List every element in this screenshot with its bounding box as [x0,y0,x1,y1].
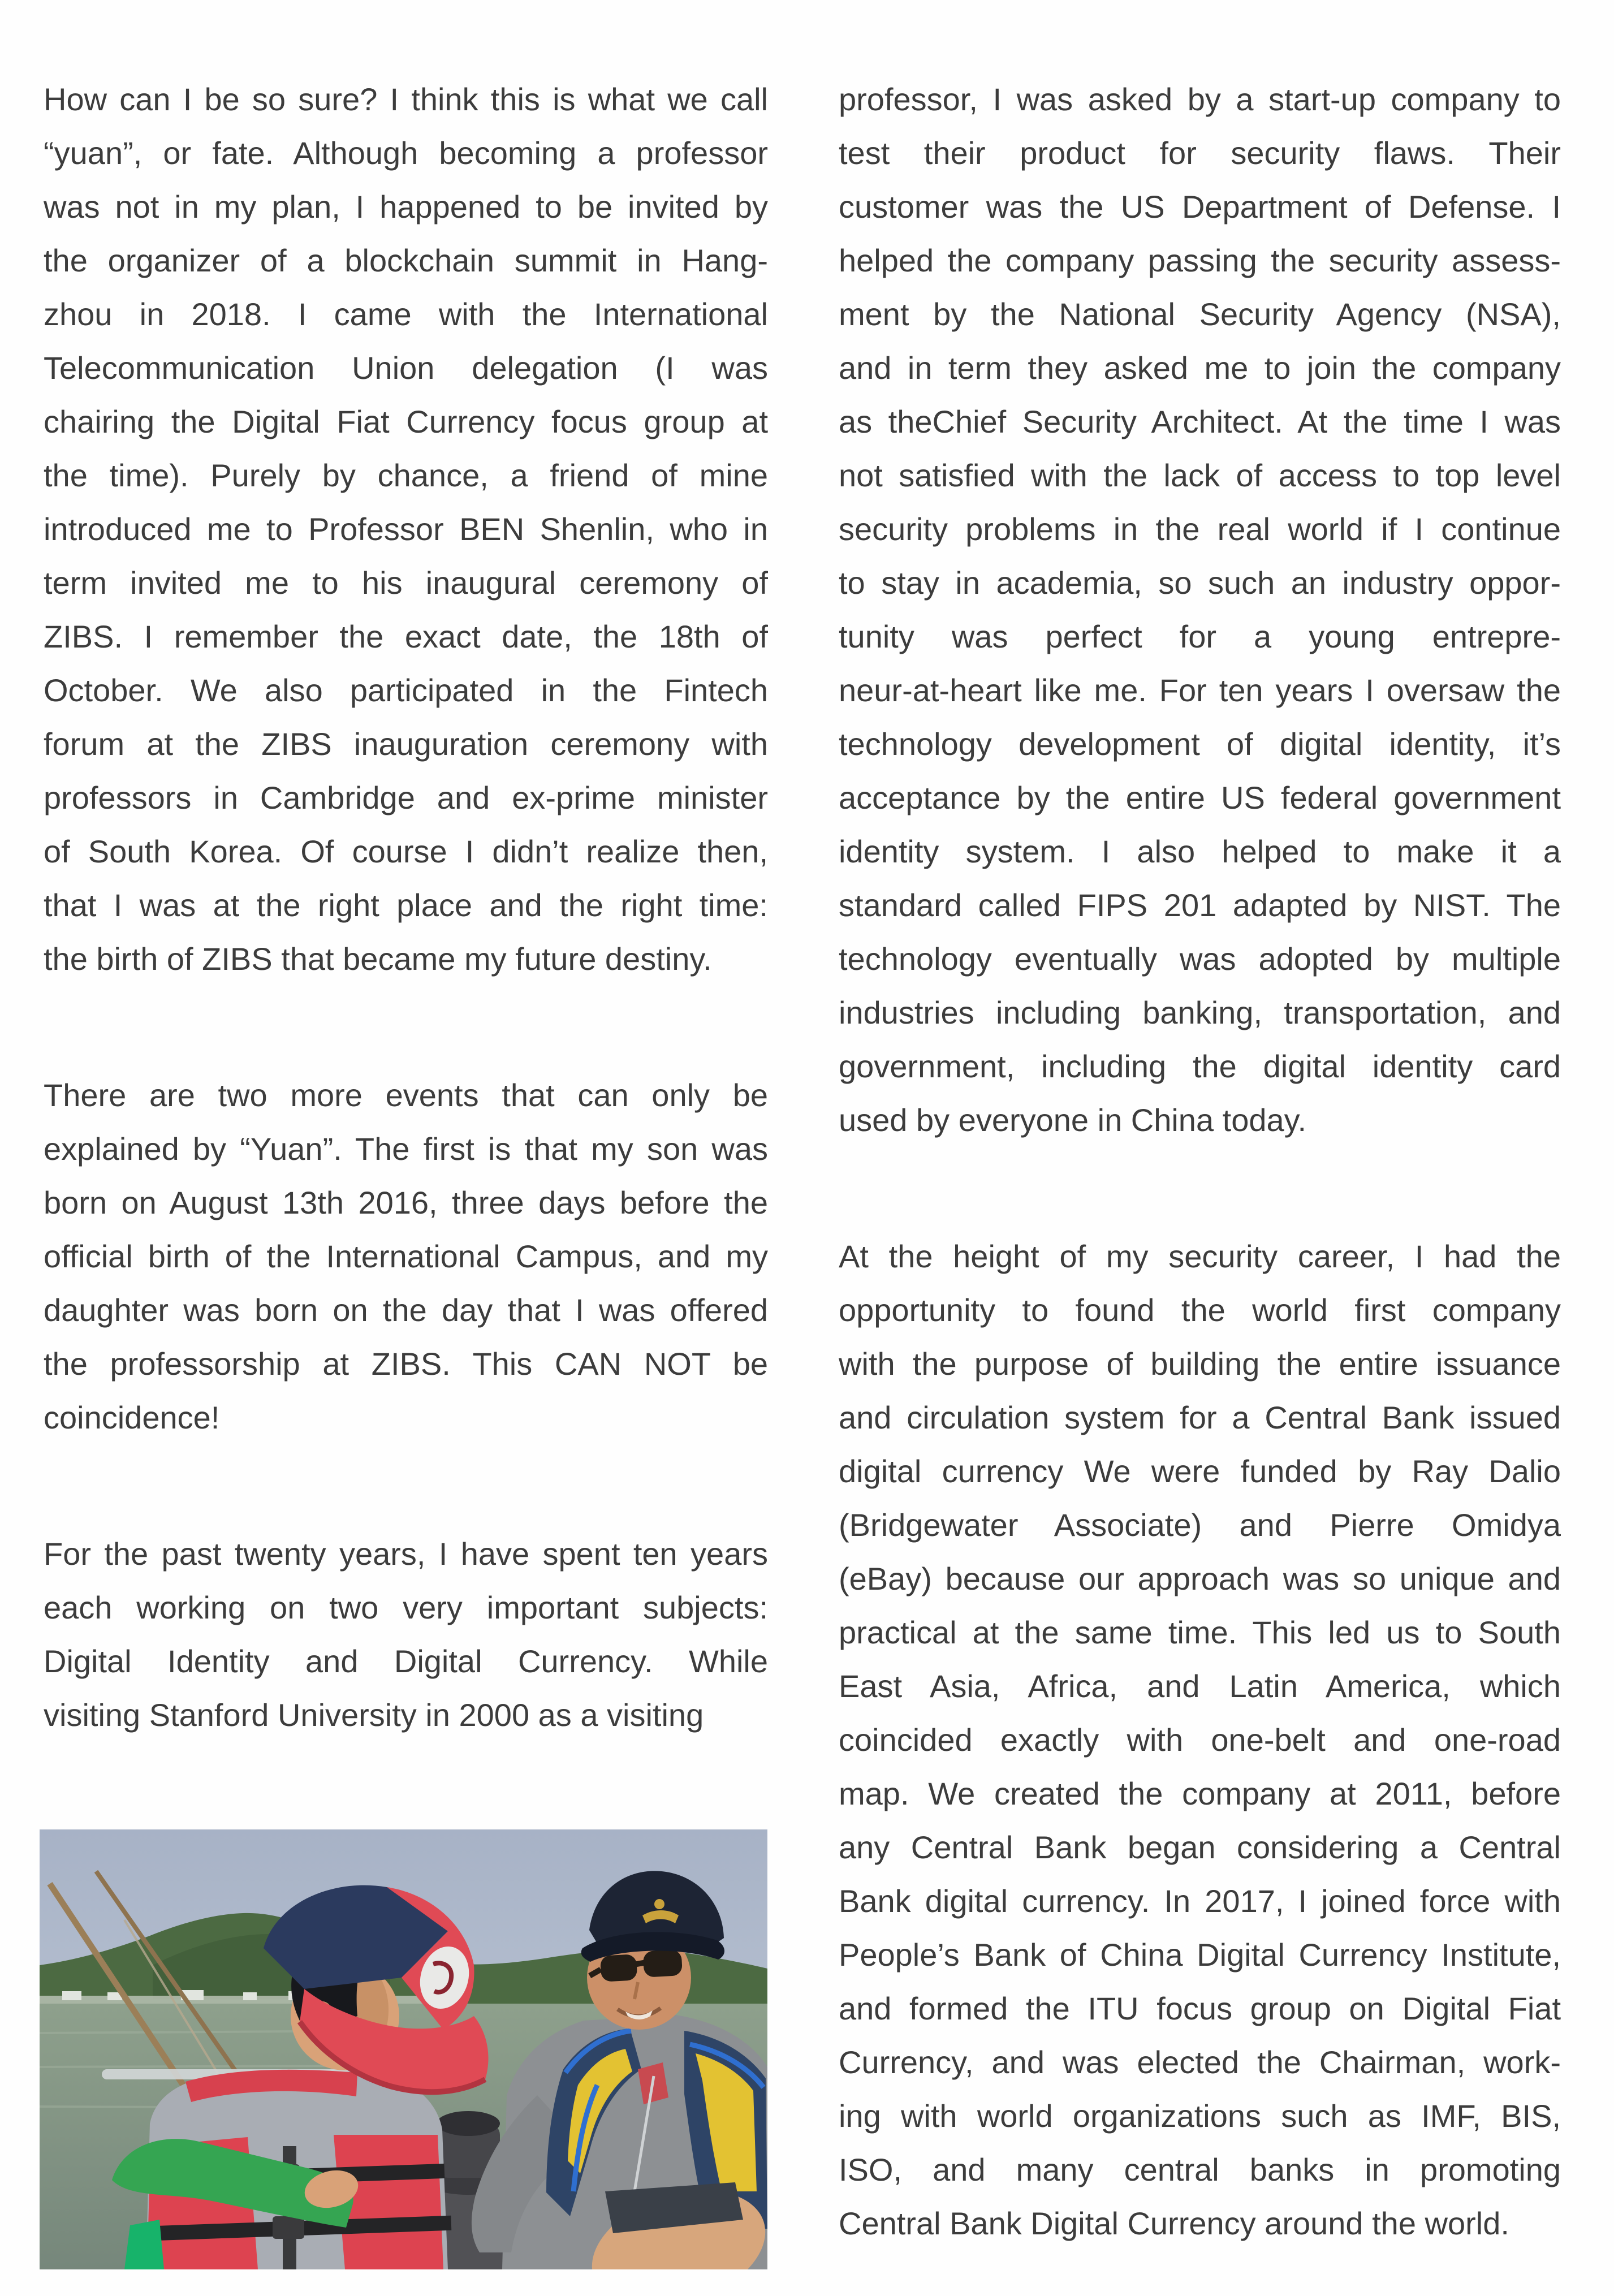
right-text-column [839,72,1561,2250]
text-line: daughter was born on the day that I was offered [44,1292,768,1328]
text-line: not satisfied with the lack of access to top level [839,458,1561,493]
text-line: neur-at-heart like me. For ten years I oversaw the [839,672,1561,708]
text-line: professor, I was asked by a start-up company to [839,81,1561,117]
text-line: of South Korea. Of course I didn’t realize then, [44,834,768,869]
text-line: visiting Stanford University in 2000 as a visiting [44,1697,704,1733]
paragraph [44,1068,768,1444]
text-line: acceptance by the entire US federal government [839,780,1561,815]
text-line: technology eventually was adopted by multiple [839,941,1561,977]
text-line: Telecommunication Union delegation (I was [44,350,768,386]
text-line: How can I be so sure? I think this is what we call [44,81,768,117]
text-line: the organizer of a blockchain summit in Hang- [44,243,768,278]
paragraph [839,1229,1561,2250]
text-line: ZIBS. I remember the exact date, the 18th of [44,619,768,654]
paragraph [44,1527,768,1742]
family-boat-photo-illustration [40,1829,767,2269]
text-line: ing with world organizations such as IMF, BIS, [839,2098,1561,2134]
text-line: professors in Cambridge and ex-prime minister [44,780,768,815]
boy-green-cuff [124,2220,164,2269]
text-line: coincidence! [44,1400,220,1435]
text-line: Currency, and was elected the Chairman, work- [839,2044,1561,2080]
text-line: October. We also participated in the Fintech [44,672,768,708]
text-line: Bank digital currency. In 2017, I joined force with [839,1883,1561,1919]
text-line: There are two more events that can only be [44,1077,768,1113]
text-line: East Asia, Africa, and Latin America, which [839,1668,1561,1704]
text-line: that I was at the right place and the right time: [44,887,768,923]
text-line: Central Bank Digital Currency around the world. [839,2206,1509,2241]
text-line: customer was the US Department of Defense. I [839,189,1561,225]
text-line: born on August 13th 2016, three days before the [44,1185,768,1220]
text-line: security problems in the real world if I continue [839,511,1561,547]
text-line: any Central Bank began considering a Central [839,1829,1561,1865]
text-line: was not in my plan, I happened to be invited by [44,189,768,225]
text-line: map. We created the company at 2011, before [839,1776,1561,1811]
text-line: the time). Purely by chance, a friend of mine [44,458,768,493]
text-line: digital currency We were funded by Ray Dalio [839,1453,1561,1489]
text-line: coincided exactly with one-belt and one-road [839,1722,1561,1758]
text-line: technology development of digital identity, it’s [839,726,1561,762]
text-line: as theChief Security Architect. At the time I was [839,404,1561,439]
text-line: ment by the National Security Agency (NSA), [839,296,1561,332]
text-line: (Bridgewater Associate) and Pierre Omidya [839,1507,1561,1543]
text-line: and formed the ITU focus group on Digital Fiat [839,1991,1561,2026]
text-line: and in term they asked me to join the company [839,350,1561,386]
text-line: introduced me to Professor BEN Shenlin, who in [44,511,768,547]
text-line: For the past twenty years, I have spent ten years [44,1536,768,1572]
text-line: used by everyone in China today. [839,1102,1307,1138]
text-line: (eBay) because our approach was so unique and [839,1561,1561,1596]
text-line: test their product for security flaws. Their [839,135,1561,171]
text-line: forum at the ZIBS inauguration ceremony with [44,726,768,762]
text-line: explained by “Yuan”. The first is that my son was [44,1131,768,1167]
text-line: each working on two very important subjects: [44,1590,768,1625]
text-line: industries including banking, transportation, and [839,995,1561,1030]
left-text-column [44,72,768,1742]
text-line: government, including the digital identity card [839,1048,1561,1084]
text-line: standard called FIPS 201 adapted by NIST. The [839,887,1561,923]
text-line: opportunity to found the world first company [839,1292,1561,1328]
text-line: At the height of my security career, I had the [839,1238,1561,1274]
text-line: official birth of the International Campus, and my [44,1238,768,1274]
text-line: chairing the Digital Fiat Currency focus group at [44,404,768,439]
text-line: identity system. I also helped to make it a [839,834,1561,869]
text-line: the birth of ZIBS that became my future destiny. [44,941,712,977]
text-line: helped the company passing the security assess- [839,243,1561,278]
text-line: ISO, and many central banks in promoting [839,2152,1561,2187]
text-line: the professorship at ZIBS. This CAN NOT be [44,1346,768,1382]
text-line: and circulation system for a Central Bank issued [839,1400,1561,1435]
paragraph [44,72,768,986]
family-boat-photo [40,1829,767,2269]
paragraph [839,72,1561,1147]
text-line: People’s Bank of China Digital Currency Institute, [839,1937,1561,1973]
text-line: tunity was perfect for a young entrepre- [839,619,1561,654]
text-line: to stay in academia, so such an industry oppor- [839,565,1561,601]
text-line: zhou in 2018. I came with the International [44,296,768,332]
text-line: “yuan”, or fate. Although becoming a professor [44,135,768,171]
text-line: with the purpose of building the entire issuance [839,1346,1561,1382]
text-line: practical at the same time. This led us to South [839,1615,1561,1650]
text-line: term invited me to his inaugural ceremony of [44,565,768,601]
text-line: Digital Identity and Digital Currency. While [44,1643,768,1679]
